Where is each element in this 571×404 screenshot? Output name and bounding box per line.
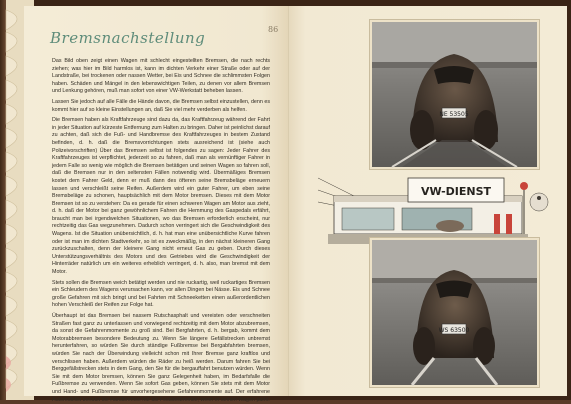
- body-text: [52, 58, 270, 403]
- paragraph: Die Bremsen haben als Kraftfahrzeuge sind dazu da, das Kraftfahrzeug während der Fahrt in jeder Situation auf kürzeste Entfernung zum Halten zu bringen. Daher ist peinlichst darauf zu achten, daß sich die Fuß- und Handbremse des Kraftfahrzeuges in bestem Zustand befinden, d. h. daß die Bremsvorrichtungen stets ausreichend ist (siehe auch Polizeivorschriften) Über das Bremsen selbst ist folgendes zu sagen: Jeder Fahrer des Kraftfahrzeuges ist verpflichtet, jederzeit so zu fahren, daß man als vernünftiger Fahrer in jedem Falle so wenig wie möglich die Bremsen betätigen und seinen Wagen so fahren soll, daß die Bremsen nur in den seltensten Fällen notwendig wird. Übermäßiges Bremsen kostet dem Fahrer Geld, denn er muß dann des öfteren seine Bremsbeläge erneuern lassen und verschleißt seine Reifen. Außerdem wird ein guter Fahrer, um eben seine Bremsbeläge zu schonen, hauptsächlich mit dem Motor bremsen. Dieses mit dem Motor Bremsen ist so zu verstehen: Da es gerade für einen schweren Wagen am Motor aus zieht, d. h. daß der Motor bei ganz gewöhnlichem Fahren die Hemmung des Gaspedals erfährt, braucht man bei irgendwelchen Situationen, wo das Bremsen erforderlich erscheint, nur rechtzeitig das Gas wegzunehmen. Dadurch schon verringert sich die Geschwindigkeit des Wagens. Ist die Situation unübersichtlich, d. h. hat man eine unübersichtliche Kurve fahren oder ist man im dichten Stadtverkehr, so ist es zweckmäßig, in den nächst kleineren Gang zurückzuschalten, denn der kleinere Gang nicht erneut Gas zu geben. Durch dieses Unterstützungsverhältnis des Motors und des Getriebes wird die Geschwindigkeit der Hinterräder natürlich um ein weiteres erheblich verringert, d. h. also, man bremst mit dem Motor.: [52, 117, 270, 276]
- car-photo-image: [372, 240, 537, 385]
- car-photo-image: [372, 22, 537, 167]
- paragraph: Überhaupt ist das Bremsen bei nassem Rutschasphalt und vereisten oder verschneiten Straßen fast ganz zu unterlassen und vorwiegend rechtzeitig mit dem Motor abzubremsen, da sonst die Gefahrenmomente zu groß sind. Bei Bergfahrten, d. h. bergab, kommt dem Motorabbremsen besondere Bedeutung zu. Wenn Sie längere Gefällstrecken unbremst herunterfahren, so würden Sie durch ständige Fußbremse bei Bergabfahrten bremsen, würden Sie nach der Überwindung vielleicht schon mit Ihrer Bremse ganz kraftlos und verschlissen haben. Außerdem würden die Räder zu heiß werden. Darum fahren Sie bei Berggefällstrecken stets in dem Gang, den Sie für die bergauffahrt benutzen würden. Wenn Sie mit dem Motor bremsen, können Sie ganz Gelegenheit haben, im Bedarfsfalle die Fußbremse zu verwenden. Wenn Sie sofort Gas geben, können Sie stets mit dem Motor und Hand- und Fußbremse für unvorhergesehene Gefahrenmomente auf. Der erfahrene Automobilist benutzt die Handbremse nur als Feststellbremse, wenn er seinen Wagen parkt.: [52, 313, 270, 403]
- vw-dienst-sign: VW-DIENST: [420, 185, 492, 198]
- page-number: 86: [268, 25, 279, 34]
- vw-dienst-illustration: [318, 168, 555, 250]
- paragraph: Lassen Sie jedoch auf alle Fälle die Hände davon, die Bremsen selbst einzustellen, denn es kommt hier auf so kleine Einstellungen an, daß Sie viel mehr verderben als helfen.: [52, 98, 270, 113]
- paragraph: Stets sollen die Bremsen weich betätigt werden und nie ruckartig, weil ruckartiges Bremsen ein Schleudern des Wagens verursachen kann, vor allen Dingen bei Nässe. Eis und Schnee große Gefahren mit sich bringt und bei Fahrten mit Schneeketten einen außerordentlichen hohen Verschleiß der Reifen zur Folge hat.: [52, 279, 270, 309]
- paragraph: Das Bild oben zeigt einen Wagen mit schlecht eingestellten Bremsen, die nach rechts ziehen; was hier im Bild harmlos ist, kann im dichten Verkehr einer Straße oder auf der Landstraße, bei trockenen oder nassen Wetter, bei Eis und Schnee die schlimmsten Folgen haben. Schäden und Mängel in den lebenswichtigen Teilen, zu denen vor allem Bremsen und Lenkung gehören, muß man sofort von einer VW-Werkstatt beheben lassen.: [52, 58, 270, 95]
- page-heading: Bremsnachstellung: [50, 29, 206, 47]
- car-rear-photo-bottom: [372, 240, 537, 385]
- car-rear-photo-top: [372, 22, 537, 167]
- plate-text-bottom: WS 63500: [438, 327, 470, 334]
- plate-text-top: NE 53505: [439, 111, 469, 118]
